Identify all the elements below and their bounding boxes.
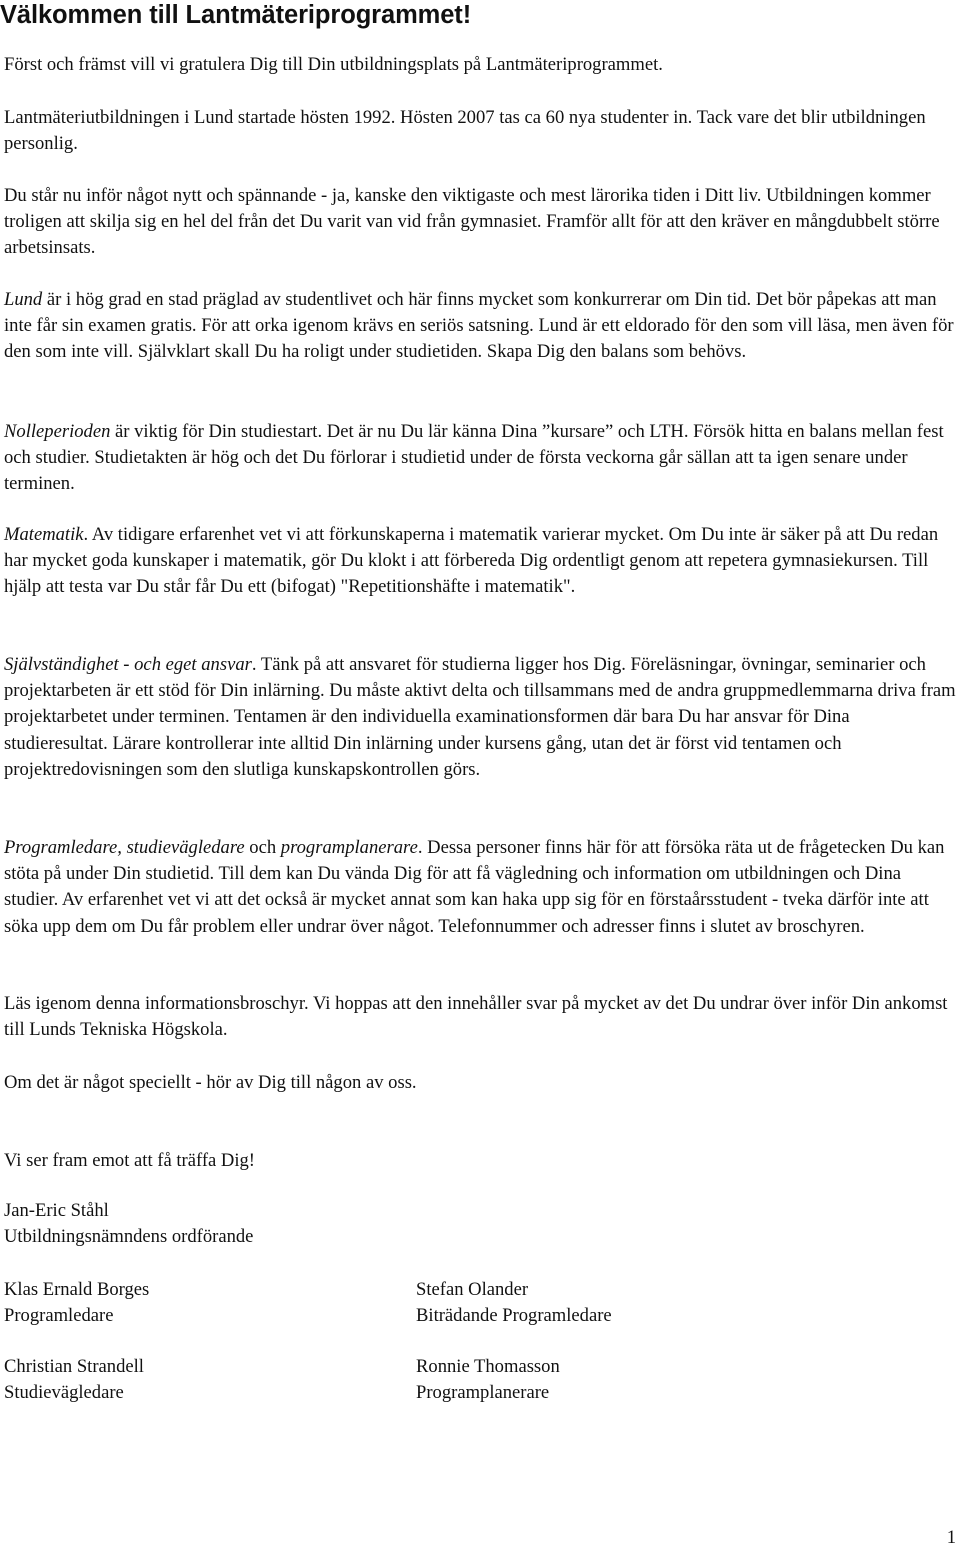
signature-name: Ronnie Thomasson [416,1356,560,1377]
paragraph-lund [4,287,956,366]
signature-role: Programledare [4,1305,114,1327]
paragraph-nolleperioden-body: är viktig för Din studiestart. Det är nu Du lär känna Dina ”kursare” och LTH. Försök hitta en balans mellan fest och studier. Studietakten är hög och det Du förlorar i studietid under de första veckorna går sällan att ta igen senare under terminen. [4,421,944,495]
paragraph-matematik-lead: Matematik [4,524,84,545]
signature-left-1 [4,1277,149,1329]
paragraph-lund-body: är i hög grad en stad präglad av studentlivet och här finns mycket som konkurrerar om Din tid. Det bör påpekas att man inte får sin examen gratis. För att orka igenom krävs en seriös satsning. Lund är ett eldorado för den som vill läsa, men även för den som inte vill. Självklart skall Du ha roligt under studietiden. Skapa Dig den balans som behövs. [4,289,954,363]
closing-line: Vi ser fram emot att få träffa Dig! [4,1150,255,1171]
paragraph-independence [4,652,956,783]
signature-role: Programplanerare [416,1382,550,1404]
paragraph-contact: Om det är något speciellt - hör av Dig till någon av oss. [4,1072,417,1093]
signature-left-2 [4,1354,144,1406]
signature-right-2 [416,1354,560,1406]
page-title: Välkommen till Lantmäteriprogrammet! [0,1,472,29]
signature-role: Utbildningsnämndens ordförande [4,1226,254,1248]
page-number: 1 [946,1527,956,1548]
paragraph-history: Lantmäteriutbildningen i Lund startade hösten 1992. Hösten 2007 tas ca 60 nya studenter in. Tack vare det blir utbildningen personlig. [4,107,926,155]
signature-name: Klas Ernald Borges [4,1279,150,1300]
paragraph-matematik-body: . Av tidigare erfarenhet vet vi att förkunskaperna i matematik varierar mycket. Om Du inte är säker på att Du redan har mycket goda kunskaper i matematik, gör Du klokt i att förbereda Dig ordentligt genom att repetera gymnasiekursen. Till hjälp att testa var Du står får Du ett (bifogat) "Repetitionshäfte i matematik". [4,524,939,598]
paragraph-nolleperioden [4,419,956,498]
paragraph-independence-body: . Tänk på att ansvaret för studierna ligger hos Dig. Föreläsningar, övningar, seminarier och projektarbeten är ett stöd för Din inlärning. Du måste aktivt delta och tillsammans med de andra gruppmedlemmarna driva fram projektarbetet under terminen. Tentamen är den individuella examinationsformen där bara Du har ansvar för Dina studieresultat. Lärare kontrollerar inte alltid Din inlärning under kursens gång, utan det är först vid tentamen och projektredovisningen som den slutliga kunskapskontrollen görs. [4,654,956,780]
paragraph-staff-mid: och [244,837,281,858]
signature-name: Stefan Olander [416,1279,529,1300]
signature-name: Jan-Eric Ståhl [4,1200,109,1221]
signature-right-1 [416,1277,612,1329]
signature-role: Biträdande Programledare [416,1305,612,1327]
paragraph-staff-lead-1: Programledare, studievägledare [4,837,245,858]
paragraph-independence-lead: Självständighet - och eget ansvar [4,654,252,675]
paragraph-brochure: Läs igenom denna informationsbroschyr. Vi hoppas att den innehåller svar på mycket av det Du undrar över inför Din ankomst till Lunds Tekniska Högskola. [4,993,948,1041]
signature-name: Christian Strandell [4,1356,144,1377]
paragraph-matematik [4,522,956,601]
paragraph-staff-body: . Dessa personer finns här för att försöka räta ut de frågetecken Du kan stöta på under Din studietid. Till dem kan Du vända Dig för att få vägledning och information om utbildningen och Dina studier. Av erfarenhet vet vi att det också är mycket annat som kan haka upp sig för en förstaårsstudent - tveka därför inte att söka upp dem om Du får problem eller undrar över något. Telefonnummer och adresser finns i slutet av broschyren. [4,837,945,937]
paragraph-lund-lead: Lund [4,289,43,310]
paragraph-staff [4,835,956,940]
paragraph-new-beginning: Du står nu inför något nytt och spännande - ja, kanske den viktigaste och mest lärorika tiden i Ditt liv. Utbildningen kommer troligen att skilja sig en hel del från det Du varit van vid från gymnasiet. Framför allt för att den kräver en mångdubbelt större arbetsinsats. [4,185,940,259]
paragraph-nolleperioden-lead: Nolleperioden [4,421,111,442]
signature-chair [4,1198,253,1250]
paragraph-congratulations: Först och främst vill vi gratulera Dig till Din utbildningsplats på Lantmäteriprogrammet. [4,54,663,75]
signature-role: Studievägledare [4,1382,124,1404]
paragraph-staff-lead-2: programplanerare [280,837,418,858]
